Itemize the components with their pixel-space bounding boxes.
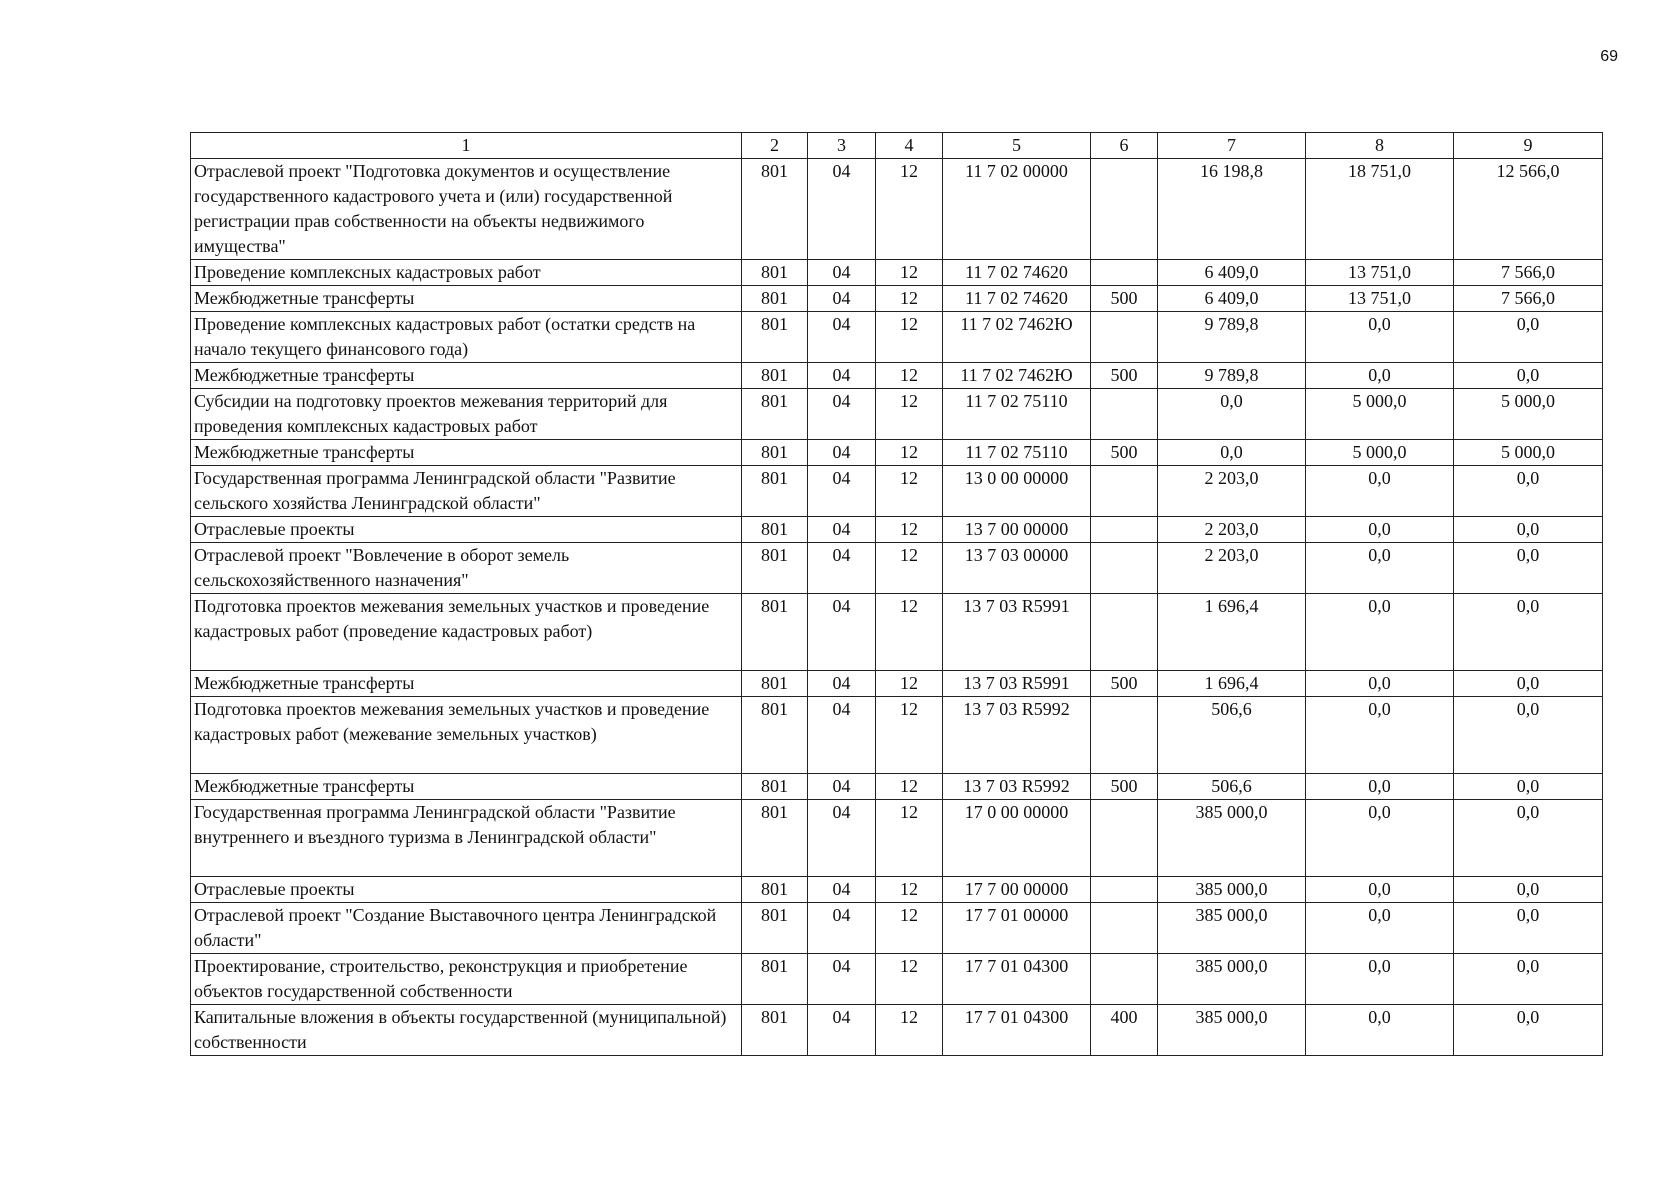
expense-type-cell: 500: [1091, 286, 1158, 312]
subsection-cell: 12: [876, 543, 943, 594]
expense-type-cell: [1091, 543, 1158, 594]
year2-amount-cell: 0,0: [1306, 877, 1454, 903]
expense-type-cell: 500: [1091, 774, 1158, 800]
subsection-cell: 12: [876, 594, 943, 671]
target-article-cell: 11 7 02 75110: [943, 389, 1091, 440]
year3-amount-cell: 0,0: [1454, 697, 1603, 774]
subsection-cell: 12: [876, 877, 943, 903]
table-body: [191, 159, 1603, 1056]
page-number: 69: [1600, 48, 1618, 65]
expense-type-cell: [1091, 389, 1158, 440]
grbs-cell: 801: [742, 671, 808, 697]
row-name-cell: Проведение комплексных кадастровых работ: [191, 260, 742, 286]
target-article-cell: 11 7 02 00000: [943, 159, 1091, 260]
year1-amount-cell: 9 789,8: [1158, 363, 1306, 389]
row-name-cell: Отраслевой проект "Создание Выставочного центра Ленинградской области": [191, 903, 742, 954]
grbs-cell: 801: [742, 286, 808, 312]
section-cell: 04: [808, 389, 876, 440]
row-name-cell: Проектирование, строительство, реконструкция и приобретение объектов государственной собственности: [191, 954, 742, 1005]
expense-type-cell: [1091, 903, 1158, 954]
year1-amount-cell: 385 000,0: [1158, 1005, 1306, 1056]
year1-amount-cell: 9 789,8: [1158, 312, 1306, 363]
expense-type-cell: [1091, 159, 1158, 260]
target-article-cell: 13 7 03 R5992: [943, 697, 1091, 774]
subsection-cell: 12: [876, 517, 943, 543]
expense-type-cell: [1091, 697, 1158, 774]
table-row: [191, 774, 1603, 800]
table-row: [191, 594, 1603, 671]
year2-amount-cell: 0,0: [1306, 800, 1454, 877]
row-name-cell: Межбюджетные трансферты: [191, 774, 742, 800]
year3-amount-cell: 7 566,0: [1454, 260, 1603, 286]
subsection-cell: 12: [876, 159, 943, 260]
target-article-cell: 13 7 00 00000: [943, 517, 1091, 543]
year1-amount-cell: 0,0: [1158, 389, 1306, 440]
subsection-cell: 12: [876, 697, 943, 774]
expense-type-cell: [1091, 260, 1158, 286]
target-article-cell: 17 7 01 04300: [943, 1005, 1091, 1056]
year2-amount-cell: 18 751,0: [1306, 159, 1454, 260]
row-name-cell: Государственная программа Ленинградской области "Развитие сельского хозяйства Ленинградской области": [191, 466, 742, 517]
section-cell: 04: [808, 440, 876, 466]
table-row: [191, 543, 1603, 594]
header-cell: 3: [808, 133, 876, 159]
grbs-cell: 801: [742, 774, 808, 800]
subsection-cell: 12: [876, 440, 943, 466]
section-cell: 04: [808, 1005, 876, 1056]
year2-amount-cell: 0,0: [1306, 466, 1454, 517]
table-row: [191, 389, 1603, 440]
year1-amount-cell: 385 000,0: [1158, 800, 1306, 877]
subsection-cell: 12: [876, 671, 943, 697]
section-cell: 04: [808, 260, 876, 286]
year2-amount-cell: 0,0: [1306, 903, 1454, 954]
year3-amount-cell: 0,0: [1454, 312, 1603, 363]
table-row: [191, 954, 1603, 1005]
year1-amount-cell: 6 409,0: [1158, 286, 1306, 312]
year3-amount-cell: 0,0: [1454, 774, 1603, 800]
year2-amount-cell: 13 751,0: [1306, 286, 1454, 312]
year1-amount-cell: 506,6: [1158, 774, 1306, 800]
header-cell: 6: [1091, 133, 1158, 159]
table-row: [191, 800, 1603, 877]
section-cell: 04: [808, 877, 876, 903]
year2-amount-cell: 0,0: [1306, 1005, 1454, 1056]
target-article-cell: 11 7 02 7462Ю: [943, 363, 1091, 389]
table-row: [191, 363, 1603, 389]
grbs-cell: 801: [742, 517, 808, 543]
subsection-cell: 12: [876, 1005, 943, 1056]
target-article-cell: 11 7 02 7462Ю: [943, 312, 1091, 363]
year2-amount-cell: 5 000,0: [1306, 389, 1454, 440]
row-name-cell: Отраслевой проект "Вовлечение в оборот земель сельскохозяйственного назначения": [191, 543, 742, 594]
grbs-cell: 801: [742, 312, 808, 363]
year1-amount-cell: 385 000,0: [1158, 877, 1306, 903]
year1-amount-cell: 16 198,8: [1158, 159, 1306, 260]
target-article-cell: 17 7 00 00000: [943, 877, 1091, 903]
subsection-cell: 12: [876, 312, 943, 363]
row-name-cell: Отраслевые проекты: [191, 877, 742, 903]
grbs-cell: 801: [742, 543, 808, 594]
grbs-cell: 801: [742, 159, 808, 260]
header-row: [191, 133, 1603, 159]
subsection-cell: 12: [876, 903, 943, 954]
target-article-cell: 17 0 00 00000: [943, 800, 1091, 877]
year3-amount-cell: 0,0: [1454, 466, 1603, 517]
subsection-cell: 12: [876, 286, 943, 312]
expense-type-cell: [1091, 800, 1158, 877]
table-row: [191, 286, 1603, 312]
subsection-cell: 12: [876, 800, 943, 877]
table-row: [191, 260, 1603, 286]
expense-type-cell: [1091, 466, 1158, 517]
year2-amount-cell: 0,0: [1306, 671, 1454, 697]
target-article-cell: 13 7 03 R5991: [943, 594, 1091, 671]
target-article-cell: 13 0 00 00000: [943, 466, 1091, 517]
section-cell: 04: [808, 466, 876, 517]
header-cell: 4: [876, 133, 943, 159]
year2-amount-cell: 0,0: [1306, 697, 1454, 774]
section-cell: 04: [808, 594, 876, 671]
year3-amount-cell: 7 566,0: [1454, 286, 1603, 312]
subsection-cell: 12: [876, 260, 943, 286]
expense-type-cell: [1091, 877, 1158, 903]
table-row: [191, 697, 1603, 774]
section-cell: 04: [808, 697, 876, 774]
target-article-cell: 11 7 02 75110: [943, 440, 1091, 466]
year2-amount-cell: 5 000,0: [1306, 440, 1454, 466]
year3-amount-cell: 5 000,0: [1454, 440, 1603, 466]
year2-amount-cell: 0,0: [1306, 312, 1454, 363]
target-article-cell: 17 7 01 04300: [943, 954, 1091, 1005]
year3-amount-cell: 0,0: [1454, 903, 1603, 954]
grbs-cell: 801: [742, 877, 808, 903]
target-article-cell: 13 7 03 R5991: [943, 671, 1091, 697]
section-cell: 04: [808, 954, 876, 1005]
year2-amount-cell: 0,0: [1306, 594, 1454, 671]
year2-amount-cell: 0,0: [1306, 774, 1454, 800]
header-cell: 2: [742, 133, 808, 159]
year3-amount-cell: 0,0: [1454, 671, 1603, 697]
table-row: [191, 1005, 1603, 1056]
year3-amount-cell: 0,0: [1454, 594, 1603, 671]
year2-amount-cell: 0,0: [1306, 954, 1454, 1005]
year1-amount-cell: 506,6: [1158, 697, 1306, 774]
subsection-cell: 12: [876, 389, 943, 440]
grbs-cell: 801: [742, 903, 808, 954]
budget-table: [190, 132, 1603, 1056]
target-article-cell: 11 7 02 74620: [943, 260, 1091, 286]
year2-amount-cell: 13 751,0: [1306, 260, 1454, 286]
year3-amount-cell: 12 566,0: [1454, 159, 1603, 260]
year3-amount-cell: 0,0: [1454, 800, 1603, 877]
table-row: [191, 159, 1603, 260]
target-article-cell: 11 7 02 74620: [943, 286, 1091, 312]
table-row: [191, 517, 1603, 543]
section-cell: 04: [808, 543, 876, 594]
year2-amount-cell: 0,0: [1306, 543, 1454, 594]
grbs-cell: 801: [742, 363, 808, 389]
row-name-cell: Межбюджетные трансферты: [191, 671, 742, 697]
section-cell: 04: [808, 517, 876, 543]
section-cell: 04: [808, 903, 876, 954]
section-cell: 04: [808, 800, 876, 877]
grbs-cell: 801: [742, 260, 808, 286]
section-cell: 04: [808, 671, 876, 697]
row-name-cell: Подготовка проектов межевания земельных участков и проведение кадастровых работ (межевание земельных участков): [191, 697, 742, 774]
expense-type-cell: [1091, 517, 1158, 543]
year2-amount-cell: 0,0: [1306, 363, 1454, 389]
grbs-cell: 801: [742, 440, 808, 466]
section-cell: 04: [808, 159, 876, 260]
expense-type-cell: 500: [1091, 440, 1158, 466]
section-cell: 04: [808, 312, 876, 363]
grbs-cell: 801: [742, 800, 808, 877]
year1-amount-cell: 2 203,0: [1158, 466, 1306, 517]
year3-amount-cell: 0,0: [1454, 517, 1603, 543]
row-name-cell: Субсидии на подготовку проектов межевания территорий для проведения комплексных кадастровых работ: [191, 389, 742, 440]
row-name-cell: Межбюджетные трансферты: [191, 363, 742, 389]
expense-type-cell: [1091, 312, 1158, 363]
expense-type-cell: [1091, 954, 1158, 1005]
target-article-cell: 13 7 03 R5992: [943, 774, 1091, 800]
table-row: [191, 440, 1603, 466]
row-name-cell: Капитальные вложения в объекты государственной (муниципальной) собственности: [191, 1005, 742, 1056]
year1-amount-cell: 2 203,0: [1158, 543, 1306, 594]
section-cell: 04: [808, 363, 876, 389]
header-cell: 7: [1158, 133, 1306, 159]
year3-amount-cell: 5 000,0: [1454, 389, 1603, 440]
year1-amount-cell: 0,0: [1158, 440, 1306, 466]
year1-amount-cell: 1 696,4: [1158, 671, 1306, 697]
header-cell: 1: [191, 133, 742, 159]
table-row: [191, 903, 1603, 954]
expense-type-cell: 400: [1091, 1005, 1158, 1056]
subsection-cell: 12: [876, 466, 943, 517]
year3-amount-cell: 0,0: [1454, 363, 1603, 389]
year2-amount-cell: 0,0: [1306, 517, 1454, 543]
grbs-cell: 801: [742, 594, 808, 671]
year1-amount-cell: 6 409,0: [1158, 260, 1306, 286]
year3-amount-cell: 0,0: [1454, 877, 1603, 903]
grbs-cell: 801: [742, 954, 808, 1005]
expense-type-cell: 500: [1091, 671, 1158, 697]
header-cell: 5: [943, 133, 1091, 159]
grbs-cell: 801: [742, 466, 808, 517]
row-name-cell: Межбюджетные трансферты: [191, 286, 742, 312]
row-name-cell: Отраслевой проект "Подготовка документов и осуществление государственного кадастрового учета и (или) государственной регистрации прав собственности на объекты недвижимого имущества": [191, 159, 742, 260]
year1-amount-cell: 2 203,0: [1158, 517, 1306, 543]
table-row: [191, 877, 1603, 903]
year3-amount-cell: 0,0: [1454, 543, 1603, 594]
row-name-cell: Проведение комплексных кадастровых работ (остатки средств на начало текущего финансового года): [191, 312, 742, 363]
header-cell: 8: [1306, 133, 1454, 159]
target-article-cell: 17 7 01 00000: [943, 903, 1091, 954]
header-cell: 9: [1454, 133, 1603, 159]
row-name-cell: Государственная программа Ленинградской области "Развитие внутреннего и въездного туризма в Ленинградской области": [191, 800, 742, 877]
section-cell: 04: [808, 286, 876, 312]
year1-amount-cell: 385 000,0: [1158, 903, 1306, 954]
target-article-cell: 13 7 03 00000: [943, 543, 1091, 594]
year3-amount-cell: 0,0: [1454, 1005, 1603, 1056]
row-name-cell: Межбюджетные трансферты: [191, 440, 742, 466]
year3-amount-cell: 0,0: [1454, 954, 1603, 1005]
table-row: [191, 671, 1603, 697]
table-row: [191, 466, 1603, 517]
subsection-cell: 12: [876, 363, 943, 389]
expense-type-cell: [1091, 594, 1158, 671]
section-cell: 04: [808, 774, 876, 800]
grbs-cell: 801: [742, 389, 808, 440]
table-row: [191, 312, 1603, 363]
grbs-cell: 801: [742, 697, 808, 774]
subsection-cell: 12: [876, 954, 943, 1005]
expense-type-cell: 500: [1091, 363, 1158, 389]
row-name-cell: Подготовка проектов межевания земельных участков и проведение кадастровых работ (проведение кадастровых работ): [191, 594, 742, 671]
row-name-cell: Отраслевые проекты: [191, 517, 742, 543]
year1-amount-cell: 1 696,4: [1158, 594, 1306, 671]
grbs-cell: 801: [742, 1005, 808, 1056]
subsection-cell: 12: [876, 774, 943, 800]
year1-amount-cell: 385 000,0: [1158, 954, 1306, 1005]
